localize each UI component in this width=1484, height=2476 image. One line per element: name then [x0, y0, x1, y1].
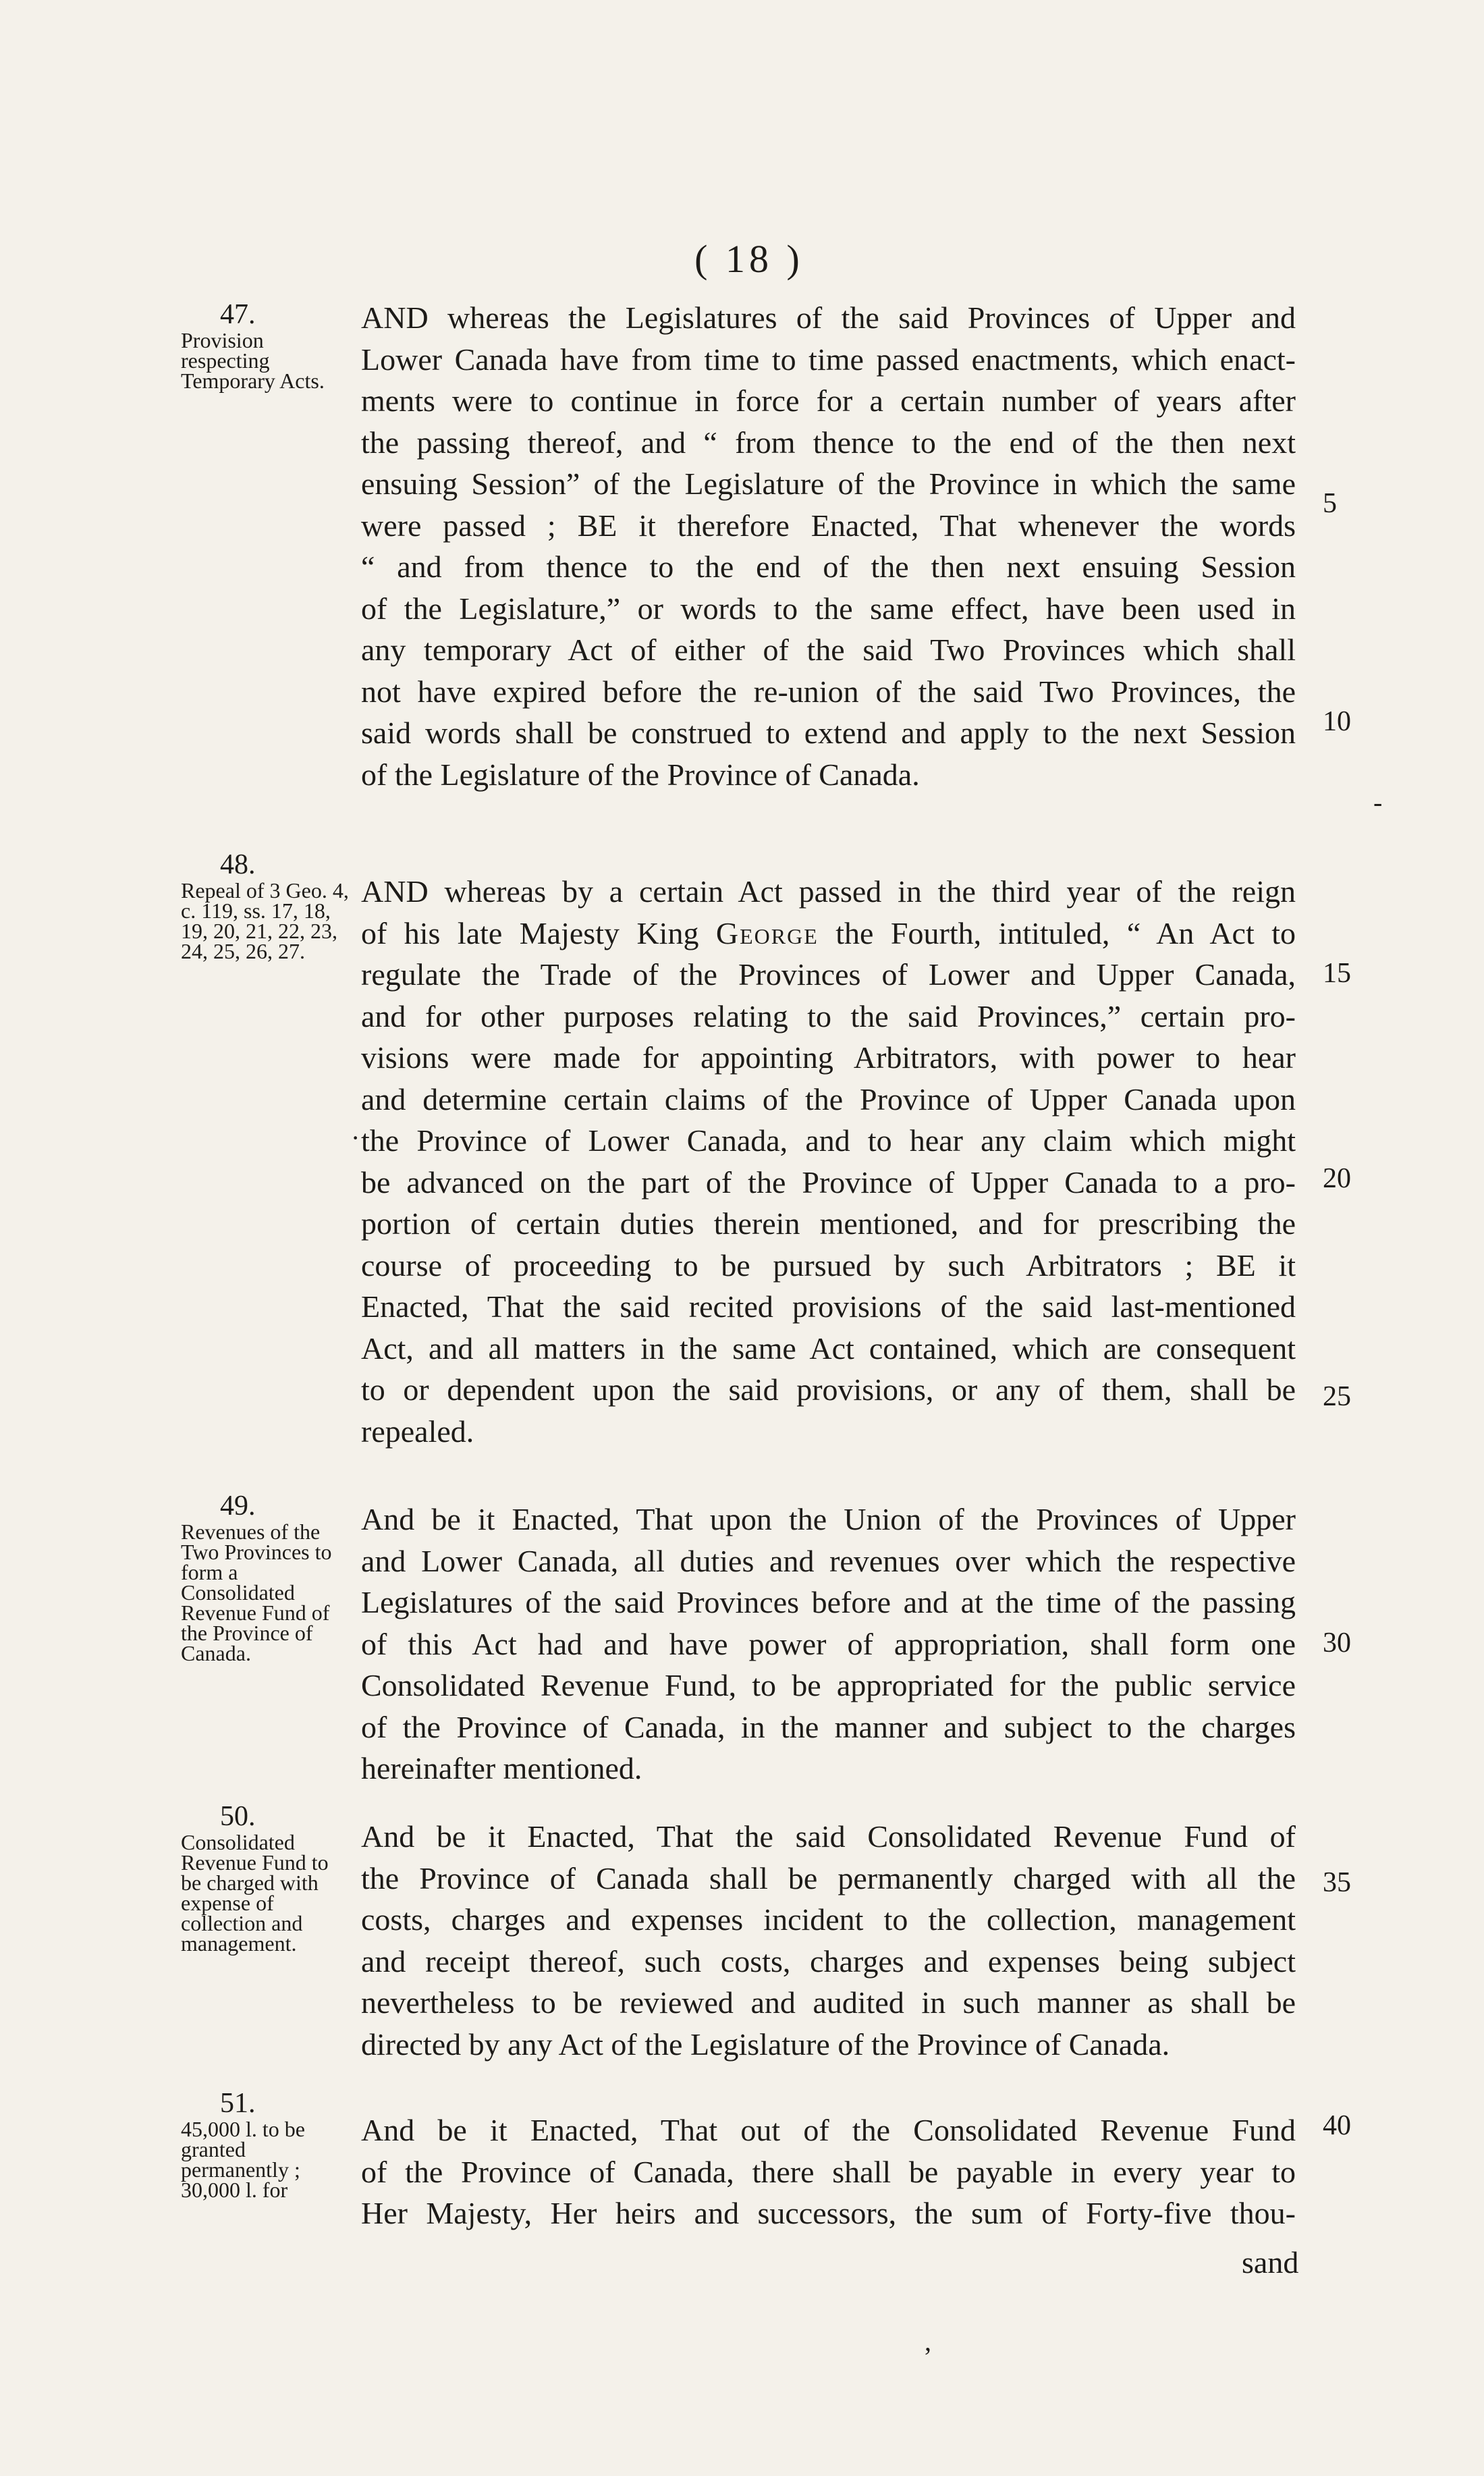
text-line: AND whereas by a certain Act passed in the third year of the reign [361, 874, 1296, 909]
text-line: and receipt thereof, such costs, charges and expenses being subject [361, 1943, 1296, 1979]
margin-note [181, 1802, 350, 1954]
line-number: 15 [1323, 958, 1351, 989]
text-line: and for other purposes relating to the said Provinces,” certain pro- [361, 998, 1296, 1033]
text-line: regulate the Trade of the Provinces of Lower and Upper Canada, [361, 957, 1296, 992]
section-number: 49. [220, 1490, 256, 1522]
text-line: and Lower Canada, all duties and revenues over which the respective [361, 1543, 1296, 1578]
text-line: And be it Enacted, That out of the Consolidated Revenue Fund [361, 2113, 1296, 2147]
text-line: of his late Majesty King George the Fourth, intituled, “ An Act to [361, 915, 1296, 950]
section-body [361, 2109, 1296, 2234]
text-line: costs, charges and expenses incident to the collection, management [361, 1902, 1296, 1937]
text-line: said words shall be construed to extend and apply to the next Session [361, 716, 1296, 750]
text-line: repealed. [361, 1414, 474, 1449]
text-line: not have expired before the re-union of the said Two Provinces, the [361, 674, 1296, 709]
line-number: 10 [1323, 706, 1351, 737]
text-line: of the Legislature,” or words to the same effect, have been used in [361, 591, 1296, 626]
section-number: 51. [220, 2088, 256, 2119]
text-line: And be it Enacted, That the said Consolidated Revenue Fund of [361, 1819, 1296, 1854]
margin-note [181, 300, 350, 391]
text-line: to or dependent upon the said provisions, or any of them, shall be [361, 1372, 1296, 1407]
text-line: ensuing Session” of the Legislature of the Province in which the same [361, 466, 1296, 501]
text-line: Her Majesty, Her heirs and successors, the sum of Forty-five thou- [361, 2196, 1296, 2230]
text-line: “ and from thence to the end of the then next ensuing Session [361, 549, 1296, 584]
text-line: ments were to continue in force for a certain number of years after [361, 383, 1296, 418]
margin-note [181, 851, 350, 961]
text-line: Lower Canada have from time to time passed enactments, which enact- [361, 342, 1296, 377]
line-number: 35 [1323, 1867, 1351, 1898]
margin-note-text: 45,000 l. to be granted permanently ; 30,000 l. for [181, 2117, 305, 2202]
stray-mark: · [351, 1123, 360, 1153]
text-line: were passed ; BE it therefore Enacted, That whenever the words [361, 508, 1296, 543]
section-body [361, 297, 1296, 795]
text-line: course of proceeding to be pursued by such Arbitrators ; BE it [361, 1247, 1296, 1283]
stray-mark: - [1373, 787, 1383, 817]
section-number: 47. [220, 299, 256, 330]
line-number: 5 [1323, 488, 1337, 519]
margin-note-text: Consolidated Revenue Fund to be charged with expense of collection and management. [181, 1830, 329, 1956]
text-line: Legislatures of the said Provinces before and at the time of the passing [361, 1585, 1296, 1619]
section-body [361, 1816, 1296, 2065]
line-number: 25 [1323, 1381, 1351, 1412]
text-line: And be it Enacted, That upon the Union of the Provinces of Upper [361, 1502, 1296, 1536]
margin-note-text: Provision respecting Temporary Acts. [181, 328, 325, 393]
text-line: of the Province of Canada, in the manner and subject to the charges [361, 1709, 1296, 1744]
margin-note [181, 1492, 350, 1663]
section-body [361, 871, 1296, 1452]
text-line: of the Province of Canada, there shall be payable in every year to [361, 2154, 1296, 2189]
text-line: directed by any Act of the Legislature of the Province of Canada. [361, 2026, 1170, 2062]
text-line: portion of certain duties therein mentioned, and for prescribing the [361, 1206, 1296, 1241]
line-number: 40 [1323, 2110, 1351, 2141]
text-line: be advanced on the part of the Province of Upper Canada to a pro- [361, 1164, 1296, 1200]
section-number: 50. [220, 1801, 256, 1832]
text-line: the Province of Canada shall be permanently charged with all the [361, 1860, 1296, 1895]
text-line: Consolidated Revenue Fund, to be appropriated for the public service [361, 1668, 1296, 1702]
text-line: the Province of Lower Canada, and to hear any claim which might [361, 1123, 1296, 1158]
line-number: 30 [1323, 1627, 1351, 1659]
catchword: sand [1242, 2245, 1299, 2280]
section-number: 48. [220, 849, 256, 880]
text-line: any temporary Act of either of the said Two Provinces which shall [361, 633, 1296, 667]
stray-mark: , [925, 2326, 931, 2357]
margin-note-text: Revenues of the Two Provinces to form a Consolidated Revenue Fund of the Province of Canada. [181, 1519, 332, 1665]
text-line: nevertheless to be reviewed and audited in such manner as shall be [361, 1985, 1296, 2020]
line-number: 20 [1323, 1163, 1351, 1194]
text-line: the passing thereof, and “ from thence to the end of the then next [361, 425, 1296, 460]
margin-note-text: Repeal of 3 Geo. 4, c. 119, ss. 17, 18, 19, 20, 21, 22, 23, 24, 25, 26, 27. [181, 878, 349, 963]
section-body [361, 1499, 1296, 1789]
page-number: ( 18 ) [694, 237, 804, 281]
margin-note [181, 2089, 350, 2200]
text-line: of this Act had and have power of appropriation, shall form one [361, 1626, 1296, 1661]
text-line: hereinafter mentioned. [361, 1751, 642, 1785]
text-line: Enacted, That the said recited provisions of the said last-mentioned [361, 1289, 1296, 1324]
text-line: of the Legislature of the Province of Canada. [361, 757, 920, 792]
text-line: and determine certain claims of the Province of Upper Canada upon [361, 1081, 1296, 1116]
text-line: AND whereas the Legislatures of the said Provinces of Upper and [361, 300, 1296, 335]
text-line: Act, and all matters in the same Act contained, which are consequent [361, 1330, 1296, 1366]
text-line: visions were made for appointing Arbitrators, with power to hear [361, 1040, 1296, 1075]
